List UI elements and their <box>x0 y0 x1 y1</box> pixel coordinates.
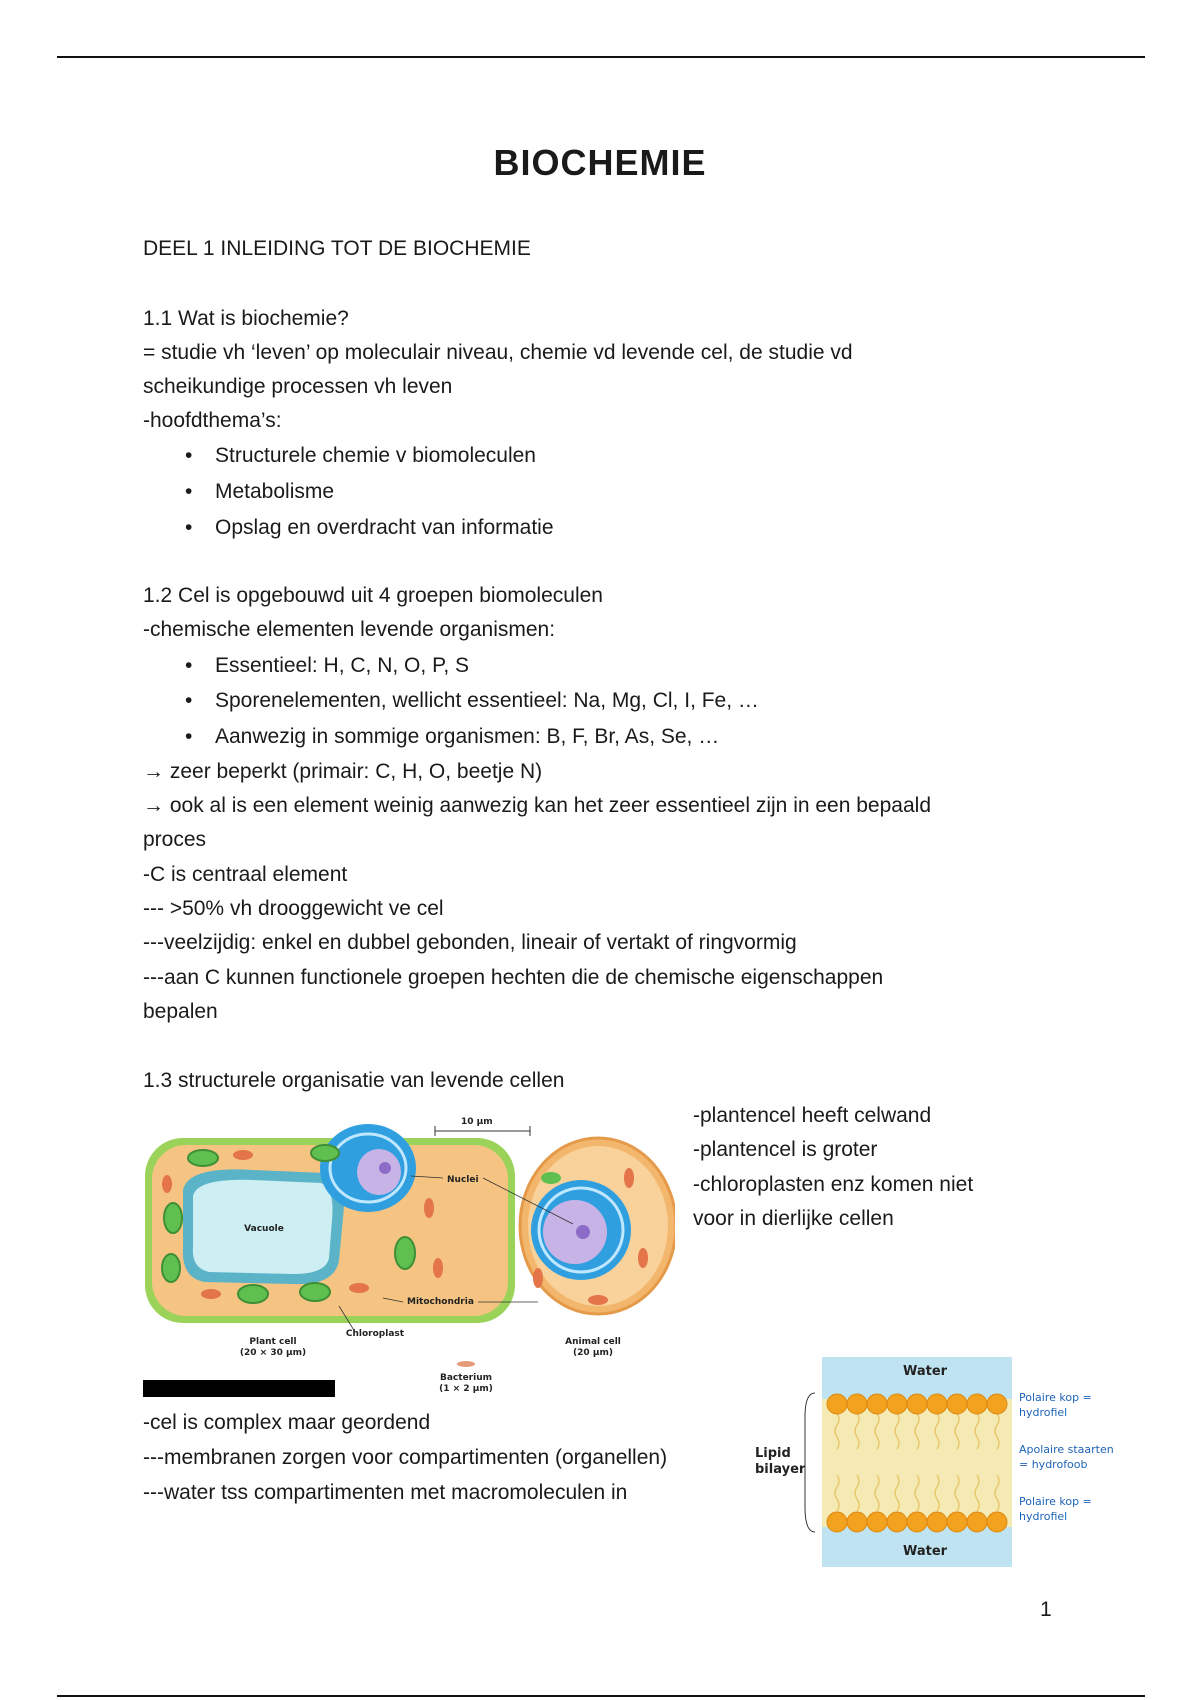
footer-rule <box>57 1695 1145 1697</box>
page-title: BIOCHEMIE <box>493 142 707 183</box>
arrow-note-2-line-2: proces <box>143 828 207 851</box>
lipid-bilayer-figure <box>755 1357 1125 1567</box>
section-1-3-heading: 1.3 structurele organisatie van levende cellen <box>143 1069 565 1092</box>
carbon-groups-line-1: ---aan C kunnen functionele groepen hechten die de chemische eigenschappen <box>143 966 884 989</box>
carbon-central: -C is centraal element <box>143 863 348 886</box>
bacterium-label: Bacterium <box>440 1373 492 1383</box>
side-note: -plantencel heeft celwand <box>693 1104 932 1127</box>
nuclei-label: Nuclei <box>447 1175 479 1185</box>
section-1-2-heading: 1.2 Cel is opgebouwd uit 4 groepen biomoleculen <box>143 584 603 607</box>
scale-label: 10 μm <box>461 1117 493 1127</box>
lipid-label: Lipid <box>755 1446 791 1461</box>
animal-cell-label: Animal cell <box>565 1337 621 1347</box>
plant-cell <box>145 1124 515 1323</box>
cell-note-1: -cel is complex maar geordend <box>143 1411 431 1434</box>
side-note: -plantencel is groter <box>693 1138 878 1161</box>
definition-line-1: = studie vh ‘leven’ op moleculair niveau, chemie vd levende cel, de studie vd <box>143 341 853 364</box>
page-number: 1 <box>1040 1598 1052 1621</box>
head-top-label-2: hydrofiel <box>1019 1406 1068 1419</box>
carbon-versatile: ---veelzijdig: enkel en dubbel gebonden, lineair of vertakt of ringvormig <box>143 931 797 954</box>
head-top-label: Polaire kop = <box>1019 1391 1092 1404</box>
redaction-bar <box>143 1380 335 1397</box>
plant-cell-size: (20 × 30 μm) <box>239 1348 307 1358</box>
cell-note-3: ---water tss compartimenten met macromoleculen in <box>143 1481 628 1504</box>
water-top-label: Water <box>902 1364 948 1379</box>
side-note: -chloroplasten enz komen niet <box>693 1173 974 1196</box>
bacterium-size: (1 × 2 μm) <box>439 1384 493 1394</box>
cell-note-2: ---membranen zorgen voor compartimenten (organellen) <box>143 1446 668 1469</box>
arrow-note-1: → zeer beperkt (primair: C, H, O, beetje N) <box>143 760 543 783</box>
part-heading: DEEL 1 INLEIDING TOT DE BIOCHEMIE <box>143 237 531 260</box>
animal-cell <box>520 1138 675 1314</box>
tails-label-2: = hydrofoob <box>1019 1458 1088 1471</box>
water-bottom-label: Water <box>902 1544 948 1559</box>
elements-label: -chemische elementen levende organismen: <box>143 618 556 641</box>
mitochondria-label: Mitochondria <box>407 1297 474 1307</box>
head-bottom-label-2: hydrofiel <box>1019 1510 1068 1523</box>
head-bottom-label: Polaire kop = <box>1019 1495 1092 1508</box>
header-rule <box>57 56 1145 58</box>
bilayer-label: bilayer <box>755 1462 806 1477</box>
carbon-weight: --- >50% vh drooggewicht ve cel <box>143 897 444 920</box>
arrow-note-2-line-1: → ook al is een element weinig aanwezig kan het zeer essentieel zijn in een bepaald <box>143 794 931 817</box>
section-1-1-heading: 1.1 Wat is biochemie? <box>143 307 349 330</box>
vacuole-label: Vacuole <box>244 1224 284 1234</box>
plant-cell-label: Plant cell <box>249 1337 297 1347</box>
chloroplast-label: Chloroplast <box>345 1329 405 1339</box>
carbon-groups-line-2: bepalen <box>143 1000 218 1023</box>
themes-label: -hoofdthema’s: <box>143 409 282 432</box>
cell-comparison-figure <box>143 1108 675 1400</box>
definition-line-2: scheikundige processen vh leven <box>143 375 453 398</box>
tails-label: Apolaire staarten <box>1019 1443 1114 1456</box>
animal-cell-size: (20 μm) <box>573 1348 613 1358</box>
side-note: voor in dierlijke cellen <box>693 1207 894 1230</box>
